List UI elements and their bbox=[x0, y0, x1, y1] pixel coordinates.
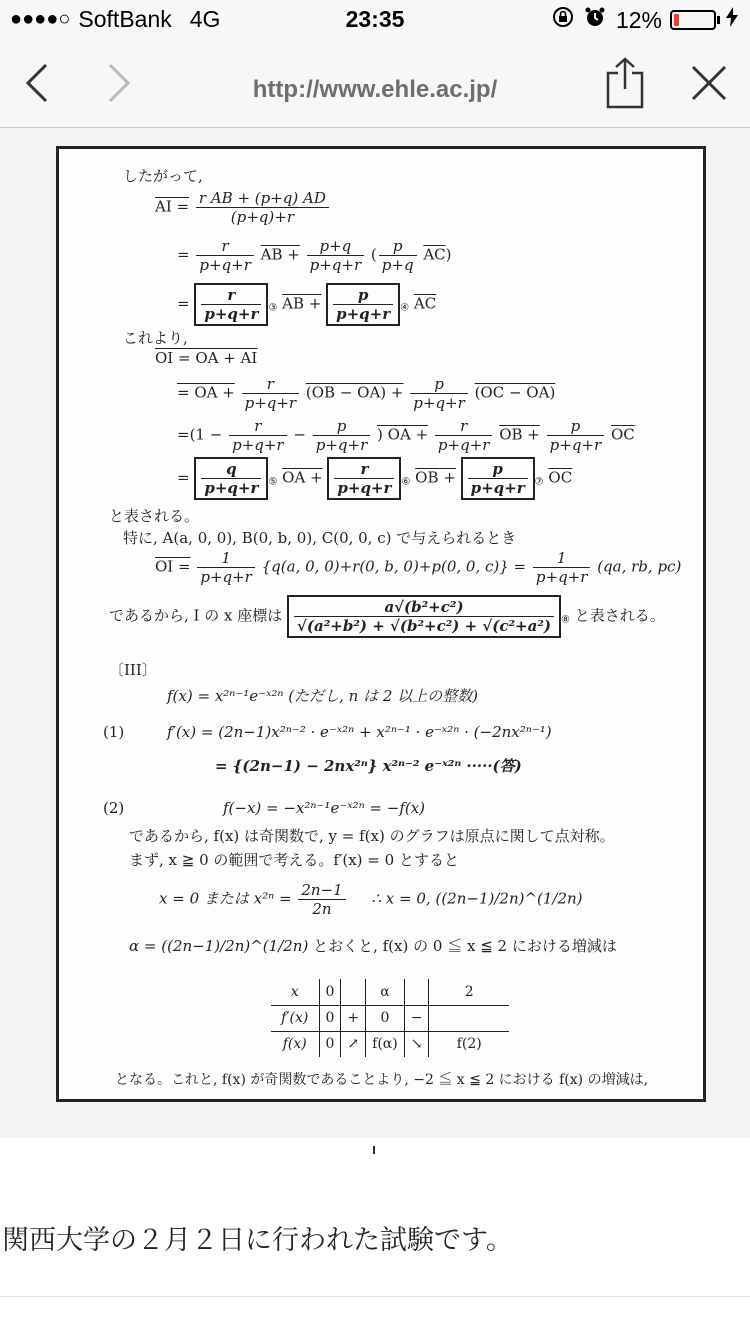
table-cell: ↘ bbox=[404, 1031, 429, 1057]
text-conclusion: となる。これと, f(x) が奇関数であることより, −2 ≦ x ≦ 2 における f(x) の増減は, bbox=[115, 1072, 649, 1088]
eq-sign: = bbox=[177, 245, 190, 264]
eq-part: ) OA + bbox=[377, 425, 429, 444]
box-num: q bbox=[201, 460, 261, 479]
solutions-line bbox=[159, 881, 583, 918]
answer-box-4 bbox=[326, 283, 400, 326]
alpha-definition bbox=[129, 935, 617, 956]
eq-part: (OB − OA) + bbox=[305, 383, 404, 402]
box-den: p+q+r bbox=[470, 479, 525, 497]
box-marker: ⑦ bbox=[534, 476, 544, 488]
box-marker: ⑤ bbox=[268, 476, 278, 488]
vec-oa: OA + bbox=[282, 468, 323, 487]
close-icon bbox=[689, 63, 729, 103]
text-part: と表される。 bbox=[574, 606, 665, 625]
eq-oi-coords bbox=[155, 549, 681, 586]
frac-den: p+q+r bbox=[315, 436, 368, 454]
frac-num: 2n−1 bbox=[298, 881, 345, 900]
table-cell: − bbox=[404, 1005, 429, 1031]
frac-den: p+q+r bbox=[309, 256, 362, 274]
box-num: p bbox=[333, 286, 393, 305]
answer-box-6 bbox=[327, 457, 401, 500]
box-den: p+q+r bbox=[204, 479, 259, 497]
text-expressed: と表される。 bbox=[109, 507, 200, 525]
eq-ai-frac bbox=[196, 189, 329, 226]
box-num: a√(b²+c²) bbox=[294, 598, 554, 617]
battery-tip bbox=[717, 16, 720, 24]
eq-part: x = 0 または x²ⁿ = bbox=[159, 889, 292, 908]
box-marker: ⑥ bbox=[401, 476, 411, 488]
orientation-lock-icon bbox=[552, 6, 574, 34]
variation-table bbox=[271, 979, 509, 1057]
frac-den: p+q+r bbox=[413, 394, 465, 412]
browser-toolbar bbox=[0, 40, 750, 128]
alarm-icon bbox=[584, 6, 606, 34]
table-row bbox=[271, 1031, 509, 1057]
document-image-area bbox=[0, 128, 750, 1138]
table-cell: 0 bbox=[319, 979, 341, 1005]
table-cell: 2 bbox=[429, 979, 509, 1005]
derivative-line-1: f′(x) = (2n−1)x²ⁿ⁻² · e⁻ˣ²ⁿ + x²ⁿ⁻¹ · e⁻ˣ²ⁿ · (−2nx²ⁿ⁻¹) bbox=[167, 723, 552, 741]
box-num: r bbox=[334, 460, 394, 479]
eq-part: とおくと, f(x) の 0 ≦ x ≦ 2 における増減は bbox=[313, 937, 617, 955]
frac-num: 1 bbox=[533, 549, 591, 568]
table-cell: α bbox=[366, 979, 405, 1005]
vec-ob: OB + bbox=[415, 468, 456, 487]
table-cell: f(2) bbox=[429, 1031, 509, 1057]
derivative-line-2: = {(2n−1) − 2nx²ⁿ} x²ⁿ⁻² e⁻ˣ²ⁿ ·····(答) bbox=[215, 757, 522, 775]
box-marker: ⑧ bbox=[561, 614, 570, 626]
eq-part: $\overline{OC}$ bbox=[610, 425, 635, 444]
eq-ai-step3 bbox=[177, 283, 436, 326]
table-cell bbox=[341, 979, 366, 1005]
part-2-label: (2) bbox=[103, 799, 125, 817]
status-bar bbox=[0, 0, 750, 40]
carrier-name: SoftBank bbox=[78, 6, 172, 32]
box-num: r bbox=[201, 286, 261, 305]
function-definition: f(x) = x²ⁿ⁻¹e⁻ˣ²ⁿ (ただし, n は 2 以上の整数) bbox=[167, 687, 479, 705]
status-right bbox=[552, 6, 738, 34]
vec-ab: AB + bbox=[282, 294, 322, 313]
frac-c bbox=[379, 237, 417, 274]
eq-oi-step2 bbox=[177, 375, 555, 412]
eq-oi-step4 bbox=[177, 457, 572, 500]
box-marker: ④ bbox=[400, 302, 410, 314]
eq-ai-num: r AB + (p+q) AD bbox=[196, 189, 329, 208]
text-x-coordinate bbox=[109, 595, 665, 638]
eq-part: ((2n−1)/2n)^(1/2n) bbox=[161, 937, 309, 955]
eq-part: = OA + bbox=[177, 383, 235, 402]
frac-num: r bbox=[435, 417, 493, 436]
eq-part: =(1 − bbox=[177, 425, 223, 444]
frac-a bbox=[196, 237, 254, 274]
table-cell: f(x) bbox=[271, 1031, 319, 1057]
table-row bbox=[271, 1005, 509, 1031]
address-bar[interactable]: http://www.ehle.ac.jp/ bbox=[252, 76, 498, 103]
eq-ai bbox=[155, 189, 331, 226]
vec-oc: $\overline{OC}$ bbox=[548, 468, 573, 487]
frac-num: r bbox=[229, 417, 287, 436]
box-den: √(a²+b²) + √(b²+c²) + √(c²+a²) bbox=[297, 617, 552, 635]
text-special-case: 特に, A(a, 0, 0), B(0, b, 0), C(0, 0, c) で与えられるとき bbox=[123, 529, 517, 547]
odd-function-eq: f(−x) = −x²ⁿ⁻¹e⁻ˣ²ⁿ = −f(x) bbox=[223, 799, 426, 817]
table-cell: 0 bbox=[366, 1005, 405, 1031]
divider bbox=[0, 1296, 750, 1297]
table-cell: f′(x) bbox=[271, 1005, 319, 1031]
frac-den: p+q+r bbox=[535, 568, 588, 586]
frac-num: r bbox=[242, 375, 300, 394]
eq-ai-den: (p+q)+r bbox=[230, 208, 294, 226]
frac-den: p+q+r bbox=[244, 394, 297, 412]
frac-den: p+q+r bbox=[199, 256, 251, 274]
frac-den: p+q+r bbox=[232, 436, 284, 454]
table-cell: 0 bbox=[319, 1031, 341, 1057]
part-1-label: (1) bbox=[103, 723, 125, 741]
table-cell: + bbox=[341, 1005, 366, 1031]
charging-icon bbox=[726, 7, 738, 33]
signal-strength: ●●●●○ bbox=[10, 8, 71, 30]
network-type: 4G bbox=[189, 6, 221, 32]
table-row bbox=[271, 979, 509, 1005]
eq-part: ∴ x = 0, bbox=[371, 889, 431, 908]
eq-part: α = bbox=[129, 937, 157, 955]
table-cell: ↗ bbox=[341, 1031, 366, 1057]
table-cell: 0 bbox=[319, 1005, 341, 1031]
text-from-this: これより, bbox=[123, 329, 188, 347]
eq-ai-lhs: AI = bbox=[155, 197, 190, 216]
answer-box-5 bbox=[194, 457, 268, 500]
frac-num: p bbox=[410, 375, 468, 394]
box-den: p+q+r bbox=[337, 479, 392, 497]
exam-answer-sheet bbox=[56, 146, 706, 1102]
table-cell: f(α) bbox=[366, 1031, 405, 1057]
eq-part: (qa, rb, pc) bbox=[597, 557, 682, 576]
share-button[interactable] bbox=[600, 58, 650, 108]
battery-icon bbox=[670, 10, 716, 30]
frac-b bbox=[307, 237, 365, 274]
frac-num: r bbox=[196, 237, 254, 256]
answer-box-8 bbox=[287, 595, 561, 638]
frac-den: 2n bbox=[312, 900, 332, 918]
answer-box-3 bbox=[194, 283, 268, 326]
answer-box-7 bbox=[461, 457, 535, 500]
text-odd-function: であるから, f(x) は奇関数で, y = f(x) のグラフは原点に関して点対称。 bbox=[129, 827, 615, 845]
vec-ab: AB + bbox=[260, 245, 300, 264]
frac-num: p+q bbox=[307, 237, 365, 256]
eq-sign: = bbox=[177, 468, 190, 487]
battery-percent: 12% bbox=[615, 6, 662, 33]
table-cell bbox=[404, 979, 429, 1005]
frac-num: p bbox=[379, 237, 417, 256]
frac-num: 1 bbox=[197, 549, 255, 568]
vec-ac: $\overline{AC}$ bbox=[423, 245, 446, 264]
share-icon bbox=[604, 57, 646, 109]
frac-den: p+q+r bbox=[437, 436, 490, 454]
close-button[interactable] bbox=[684, 58, 734, 108]
eq-part: {q(a, 0, 0)+r(0, b, 0)+p(0, 0, c)} = bbox=[261, 557, 527, 576]
eq-part: (OC − OA) bbox=[474, 383, 556, 402]
eq-sign: = bbox=[177, 294, 190, 313]
box-den: p+q+r bbox=[336, 305, 391, 323]
frac-den: p+q+r bbox=[200, 568, 252, 586]
frac-num: p bbox=[313, 417, 371, 436]
box-num: p bbox=[468, 460, 528, 479]
text-first-consider: まず, x ≧ 0 の範囲で考える。f′(x) = 0 とすると bbox=[129, 851, 459, 869]
table-cell: x bbox=[271, 979, 319, 1005]
eq-part: − bbox=[293, 425, 306, 444]
box-den: p+q+r bbox=[204, 305, 259, 323]
table-cell bbox=[429, 1005, 509, 1031]
text-therefore: したがって, bbox=[123, 167, 203, 185]
frac-den: p+q bbox=[381, 256, 414, 274]
clock: 23:35 bbox=[345, 6, 405, 32]
frac-num: p bbox=[547, 417, 605, 436]
article-caption: 関西大学の２月２日に行われた試験です。 bbox=[2, 1225, 513, 1256]
eq-ai-step2: = $\frac{r}{p+q+r}$ AB + $\frac{p+q}{p+q+r}$ ( $\frac{p}{p+q}$ $\overline{AC}$) bbox=[177, 237, 452, 274]
eq-part: OB + bbox=[499, 425, 540, 444]
eq-part: OI = bbox=[155, 557, 191, 576]
text-part: であるから, I の x 座標は bbox=[109, 606, 283, 625]
eq-oi: OI = OA + AI bbox=[155, 349, 258, 367]
eq-oi-step3 bbox=[177, 417, 635, 454]
box-marker: ③ bbox=[268, 302, 278, 314]
scroll-marker bbox=[373, 1146, 375, 1154]
eq-part: ((2n−1)/2n)^(1/2n) bbox=[435, 889, 583, 908]
vec-ac: $\overline{AC}$ bbox=[413, 294, 437, 313]
section-3-heading: 〔III〕 bbox=[109, 661, 157, 679]
frac-den: p+q+r bbox=[549, 436, 602, 454]
